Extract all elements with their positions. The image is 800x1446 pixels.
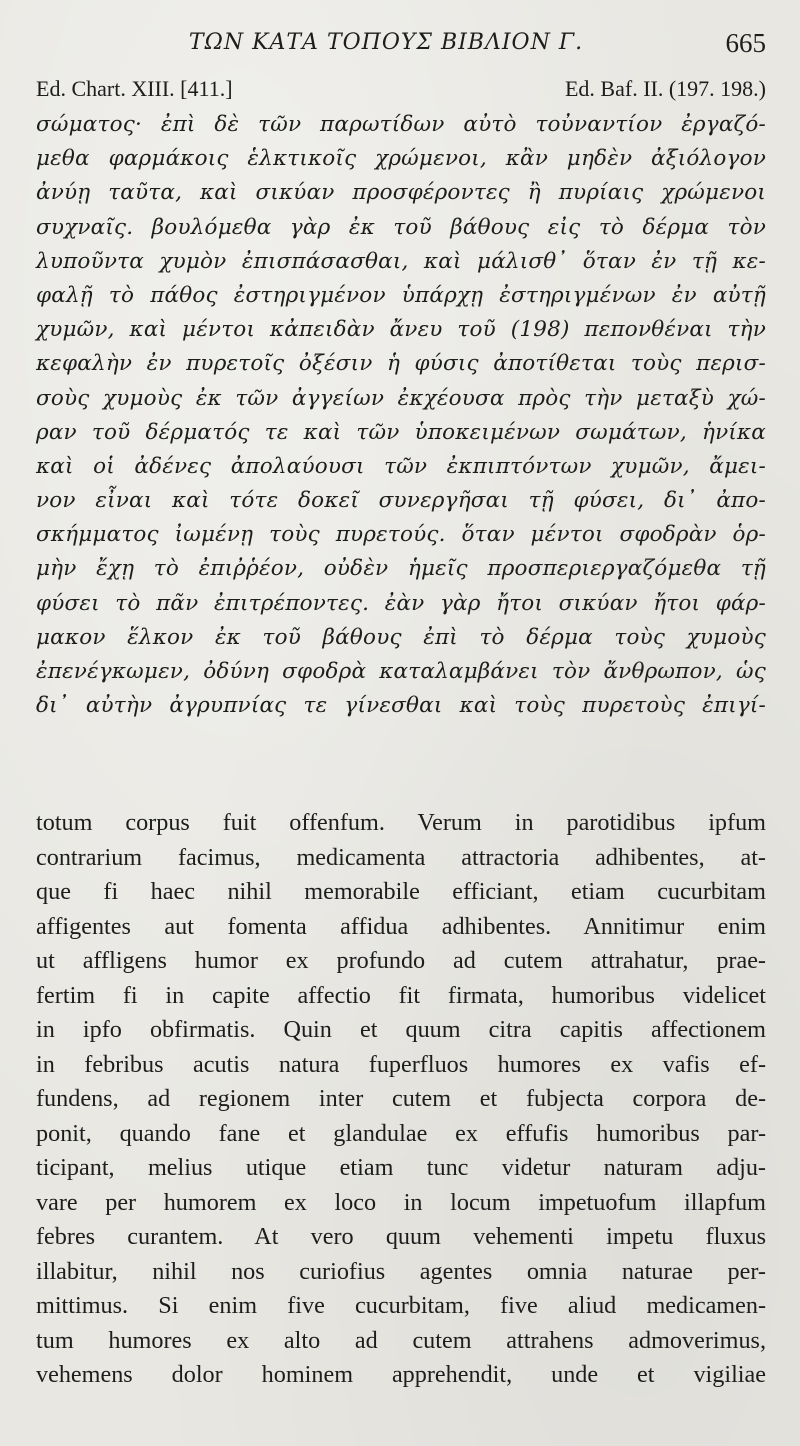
greek-line: σώματος· ἐπὶ δὲ τῶν παρωτίδων αὐτὸ τοὐναντίον ἐργαζό- [36, 112, 766, 137]
latin-line: fertim fi in capite affectio fit firmata, humoribus videlicet [36, 981, 766, 1009]
latin-line: in ipfo obfirmatis. Quin et quum citra capitis affectionem [36, 1016, 766, 1043]
page-number: 665 [725, 28, 766, 58]
greek-line: μεθα φαρμάκοις ἑλκτικοῖς χρώμενοι, κἂν μηδὲν ἀξιόλογον [36, 146, 766, 172]
latin-line: ticipant, melius utique etiam tunc videtur naturam adju- [36, 1154, 766, 1181]
greek-line: σοὺς χυμοὺς ἐκ τῶν ἀγγείων ἐκχέουσα πρὸς τὴν μεταξὺ χώ- [36, 385, 766, 411]
running-title: ΤΩΝ ΚΑΤΑ ΤΟΠΟΥΣ ΒΙΒΛΙΟΝ Γ. [188, 30, 584, 55]
greek-text-block [36, 108, 766, 723]
running-head [36, 28, 766, 64]
greek-line: λυποῦντα χυμὸν ἐπισπάσασθαι, καὶ μάλισθ᾽ ὅταν ἐν τῇ κε- [36, 248, 766, 274]
latin-line: tum humores ex alto ad cutem attrahens admoverimus, [36, 1326, 766, 1354]
greek-line: σκήμματος ἰωμένῃ τοὺς πυρετούς. ὅταν μέντοι σφοδρὰν ὁρ- [36, 522, 766, 548]
greek-line: φαλῇ τὸ πάθος ἐστηριγμένον ὑπάρχῃ ἐστηριγμένων ἐν αὐτῇ [36, 282, 766, 308]
edition-chartier-ref: Ed. Chart. XIII. [411.] [36, 76, 233, 101]
greek-line: καὶ οἱ ἀδένες ἀπολαύουσι τῶν ἐκπιπτόντων χυμῶν, ἄμει- [36, 453, 766, 479]
latin-line: vare per humorem ex loco in locum impetuofum illapfum [36, 1188, 766, 1216]
latin-text-block [36, 806, 766, 1393]
latin-line: fundens, ad regionem inter cutem et fubjecta corpora de- [36, 1085, 766, 1112]
latin-line: affigentes aut fomenta affidua adhibentes. Annitimur enim [36, 912, 766, 940]
latin-line: ut affligens humor ex profundo ad cutem attrahatur, prae- [36, 947, 766, 974]
latin-line: ponit, quando fane et glandulae ex effufis humoribus par- [36, 1119, 766, 1147]
latin-line: in febribus acutis natura fuperfluos humores ex vafis ef- [36, 1050, 766, 1078]
greek-line: ραν τοῦ δέρματός τε καὶ τῶν ὑποκειμένων σωμάτων, ἡνίκα [36, 419, 766, 445]
greek-line: συχναῖς. βουλόμεθα γὰρ ἐκ τοῦ βάθους εἰς τὸ δέρμα τὸν [36, 214, 766, 240]
greek-line: μὴν ἔχῃ τὸ ἐπιῤῥέον, οὐδὲν ἡμεῖς προσπεριεργαζόμεθα τῇ [36, 556, 766, 582]
greek-line: μακον ἕλκον ἐκ τοῦ βάθους ἐπὶ τὸ δέρμα τοὺς χυμοὺς [36, 624, 766, 650]
latin-line: vehemens dolor hominem apprehendit, unde et vigiliae [36, 1361, 766, 1388]
greek-line: ἐπενέγκωμεν, ὀδύνη σφοδρὰ καταλαμβάνει τὸν ἄνθρωπον, ὡς [36, 659, 766, 684]
greek-line: χυμῶν, καὶ μέντοι κἀπειδὰν ἄνευ τοῦ (198) πεπονθέναι τὴν [36, 317, 766, 343]
edition-reference-line [36, 76, 766, 106]
greek-line: κεφαλὴν ἐν πυρετοῖς ὀξέσιν ἡ φύσις ἀποτίθεται τοὺς περισ- [36, 351, 766, 377]
greek-line: νον εἶναι καὶ τότε δοκεῖ συνεργῆσαι τῇ φύσει, δι᾽ ἀπο- [36, 488, 766, 514]
edition-basel-ref: Ed. Baf. II. (197. 198.) [564, 76, 766, 101]
latin-line: mittimus. Si enim five cucurbitam, five aliud medicamen- [36, 1292, 766, 1319]
greek-line: ἀνύῃ ταῦτα, καὶ σικύαν προσφέροντες ἢ πυρίαις χρώμενοι [36, 180, 766, 206]
greek-line: φύσει τὸ πᾶν ἐπιτρέποντες. ἐὰν γὰρ ἤτοι σικύαν ἤτοι φάρ- [36, 590, 766, 616]
latin-line: febres curantem. At vero quum vehementi impetu fluxus [36, 1223, 766, 1250]
latin-line: totum corpus fuit offenfum. Verum in parotidibus ipfum [36, 809, 766, 836]
greek-line: δι᾽ αὐτὴν ἀγρυπνίας τε γίνεσθαι καὶ τοὺς πυρετοὺς ἐπιγί- [36, 693, 766, 719]
latin-line: illabitur, nihil nos curiofius agentes omnia naturae per- [36, 1257, 766, 1285]
latin-line: contrarium facimus, medicamenta attractoria adhibentes, at- [36, 843, 766, 871]
latin-line: que fi haec nihil memorabile efficiant, etiam cucurbitam [36, 878, 766, 905]
